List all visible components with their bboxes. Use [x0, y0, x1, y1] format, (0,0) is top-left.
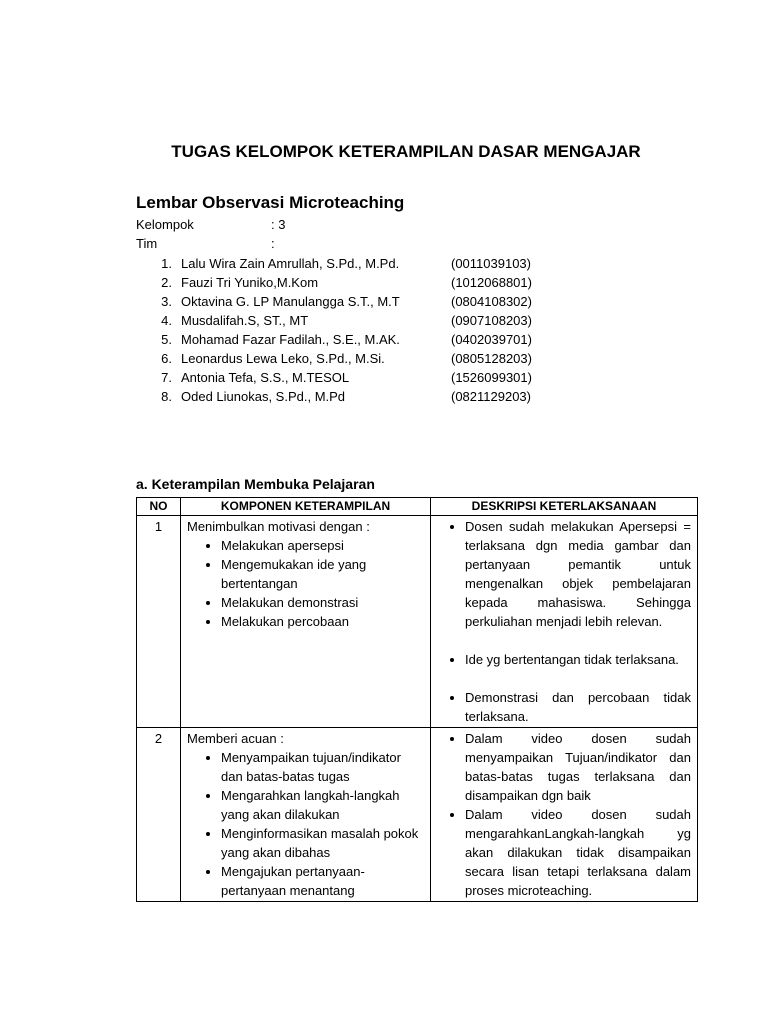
member-number: 7.	[161, 370, 172, 385]
deskripsi-item: • Demonstrasi dan percobaan tidak terlaksana.	[465, 688, 691, 726]
komponen-item: • Menginformasikan masalah pokok yang akan dibahas	[221, 824, 424, 862]
tim-label: Tim	[136, 236, 158, 251]
member-number: 5.	[161, 332, 172, 347]
komponen-item: • Mengarahkan langkah-langkah yang akan dilakukan	[221, 786, 424, 824]
member-number: 3.	[161, 294, 172, 309]
member-number: 4.	[161, 313, 172, 328]
member-item	[136, 330, 576, 349]
member-number: 8.	[161, 389, 172, 404]
member-nidn: (1012068801)	[451, 275, 532, 290]
komponen-title: Memberi acuan :	[187, 731, 284, 746]
member-nidn: (0402039701)	[451, 332, 532, 347]
table-header-row	[137, 498, 698, 516]
member-item	[136, 311, 576, 330]
deskripsi-item: • Dosen sudah melakukan Apersepsi = terlaksana dgn media gambar dan pertanyaan pemantik untuk mengenalkan objek pembelajaran kepada mahasiswa. Sehingga perkuliahan menjadi lebih relevan.	[465, 517, 691, 631]
member-name: Musdalifah.S, ST., MT	[181, 313, 309, 328]
member-list	[136, 254, 576, 406]
komponen-title: Menimbulkan motivasi dengan :	[187, 519, 370, 534]
member-name: Lalu Wira Zain Amrullah, S.Pd., M.Pd.	[181, 256, 400, 271]
member-name: Mohamad Fazar Fadilah., S.E., M.AK.	[181, 332, 400, 347]
deskripsi-item: • Dalam video dosen sudah mengarahkanLangkah-langkah yg akan dilakukan tidak disampaikan secara lisan tetapi terlaksana dalam proses microteaching.	[465, 805, 691, 900]
komponen-item: • Melakukan percobaan	[221, 612, 424, 631]
kelompok-label: Kelompok	[136, 217, 194, 232]
member-name: Leonardus Lewa Leko, S.Pd., M.Si.	[181, 351, 385, 366]
komponen-list	[187, 536, 424, 631]
komponen-list	[187, 748, 424, 900]
document-title: TUGAS KELOMPOK KETERAMPILAN DASAR MENGAJAR	[171, 142, 641, 161]
row-number: 1	[137, 516, 181, 728]
member-name: Oktavina G. LP Manulangga S.T., M.T	[181, 294, 400, 309]
section-title: a. Keterampilan Membuka Pelajaran	[136, 476, 375, 492]
member-name: Oded Liunokas, S.Pd., M.Pd	[181, 389, 346, 404]
member-number: 2.	[161, 275, 172, 290]
member-item	[136, 387, 576, 406]
komponen-item: • Mengajukan pertanyaan-pertanyaan menantang	[221, 862, 424, 900]
skills-table	[136, 497, 698, 902]
header-no: NO	[137, 498, 181, 516]
member-item	[136, 292, 576, 311]
kelompok-value: : 3	[271, 217, 286, 232]
deskripsi-list	[437, 517, 691, 726]
komponen-item: • Melakukan demonstrasi	[221, 593, 424, 612]
table-row	[137, 516, 698, 728]
member-item	[136, 349, 576, 368]
member-nidn: (0011039103)	[451, 256, 531, 271]
deskripsi-list	[437, 729, 691, 900]
deskripsi-item: • Ide yg bertentangan tidak terlaksana.	[465, 650, 691, 669]
komponen-item: • Menyampaikan tujuan/indikator dan batas-batas tugas	[221, 748, 424, 786]
header-komponen: KOMPONEN KETERAMPILAN	[181, 498, 431, 516]
member-nidn: (1526099301)	[451, 370, 532, 385]
komponen-cell	[181, 728, 431, 902]
tim-row	[136, 234, 275, 253]
tim-value: :	[271, 236, 275, 251]
member-name: Antonia Tefa, S.S., M.TESOL	[181, 370, 350, 385]
deskripsi-cell	[431, 728, 698, 902]
member-number: 1.	[161, 256, 172, 271]
member-nidn: (0821129203)	[451, 389, 531, 404]
member-nidn: (0804108302)	[451, 294, 532, 309]
document-subtitle: Lembar Observasi Microteaching	[136, 193, 405, 212]
header-deskripsi: DESKRIPSI KETERLAKSANAAN	[431, 498, 698, 516]
member-nidn: (0805128203)	[451, 351, 532, 366]
member-name: Fauzi Tri Yuniko,M.Kom	[181, 275, 319, 290]
member-item	[136, 254, 576, 273]
deskripsi-cell	[431, 516, 698, 728]
member-nidn: (0907108203)	[451, 313, 532, 328]
member-item	[136, 368, 576, 387]
deskripsi-item: • Dalam video dosen sudah menyampaikan Tujuan/indikator dan batas-batas tugas terlaksana dan disampaikan dgn baik	[465, 729, 691, 805]
komponen-cell	[181, 516, 431, 728]
table-row	[137, 728, 698, 902]
member-item	[136, 273, 576, 292]
kelompok-row	[136, 215, 285, 234]
komponen-item: • Melakukan apersepsi	[221, 536, 424, 555]
row-number: 2	[137, 728, 181, 902]
member-number: 6.	[161, 351, 172, 366]
komponen-item: • Mengemukakan ide yang bertentangan	[221, 555, 424, 593]
